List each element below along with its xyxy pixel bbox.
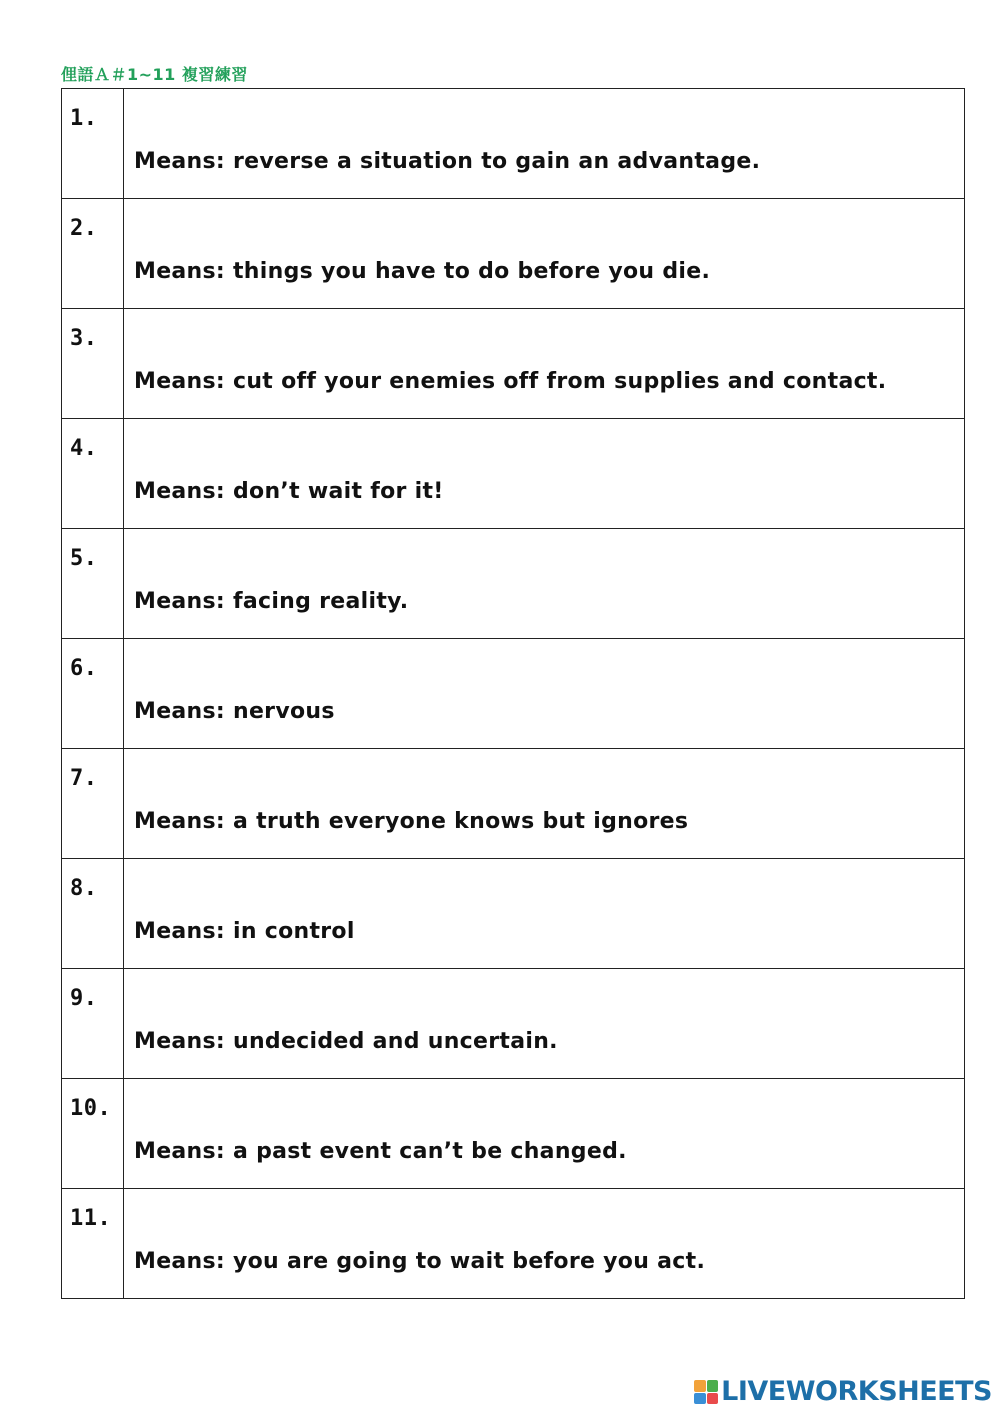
means-label: Means: — [134, 919, 226, 944]
table-row — [62, 639, 965, 749]
brand-footer — [694, 1378, 992, 1406]
item-number-cell — [62, 419, 124, 529]
answer-slot[interactable] — [124, 309, 964, 369]
item-number: 5. — [70, 546, 98, 571]
table-row — [62, 1189, 965, 1299]
item-number-cell — [62, 639, 124, 749]
table-row — [62, 859, 965, 969]
means-label: Means: — [134, 589, 226, 614]
table-row — [62, 309, 965, 419]
page-title: 俚語Ａ＃1~11 複習練習 — [61, 65, 248, 84]
liveworksheets-logo-icon — [694, 1380, 718, 1404]
logo-tile — [707, 1380, 719, 1392]
means-line — [124, 809, 964, 835]
item-number: 11. — [70, 1206, 112, 1231]
means-label: Means: — [134, 149, 226, 174]
means-label: Means: — [134, 369, 226, 394]
answer-slot[interactable] — [124, 1079, 964, 1139]
table-row — [62, 419, 965, 529]
means-line — [124, 369, 964, 395]
meaning-text: you are going to wait before you act. — [232, 1249, 706, 1274]
meaning-text: don’t wait for it! — [232, 479, 444, 504]
meaning-text: reverse a situation to gain an advantage. — [232, 149, 761, 174]
table-row — [62, 199, 965, 309]
item-number: 8. — [70, 876, 98, 901]
meaning-text: facing reality. — [232, 589, 409, 614]
means-line — [124, 699, 964, 725]
item-number-cell — [62, 1079, 124, 1189]
item-number: 1. — [70, 106, 98, 131]
item-content-cell — [124, 199, 965, 309]
table-row — [62, 89, 965, 199]
means-line — [124, 149, 964, 175]
answer-slot[interactable] — [124, 89, 964, 149]
item-number-cell — [62, 859, 124, 969]
item-content-cell — [124, 1079, 965, 1189]
means-line — [124, 589, 964, 615]
item-number-cell — [62, 529, 124, 639]
item-content-cell — [124, 859, 965, 969]
logo-tile — [694, 1380, 706, 1392]
item-number-cell — [62, 89, 124, 199]
answer-slot[interactable] — [124, 199, 964, 259]
answer-slot[interactable] — [124, 639, 964, 699]
answer-slot[interactable] — [124, 969, 964, 1029]
table-row — [62, 969, 965, 1079]
item-number: 3. — [70, 326, 98, 351]
worksheet-table — [61, 88, 965, 1299]
answer-slot[interactable] — [124, 749, 964, 809]
meaning-text: things you have to do before you die. — [232, 259, 711, 284]
means-label: Means: — [134, 1029, 226, 1054]
answer-slot[interactable] — [124, 419, 964, 479]
answer-slot[interactable] — [124, 1189, 964, 1249]
item-content-cell — [124, 89, 965, 199]
meaning-text: nervous — [232, 699, 335, 724]
item-number-cell — [62, 969, 124, 1079]
item-content-cell — [124, 419, 965, 529]
item-content-cell — [124, 309, 965, 419]
means-label: Means: — [134, 1139, 226, 1164]
means-line — [124, 1139, 964, 1165]
means-label: Means: — [134, 1249, 226, 1274]
item-content-cell — [124, 1189, 965, 1299]
table-row — [62, 749, 965, 859]
meaning-text: in control — [232, 919, 355, 944]
brand-wordmark: LIVEWORKSHEETS — [721, 1376, 992, 1407]
item-number-cell — [62, 749, 124, 859]
meaning-text: a past event can’t be changed. — [232, 1139, 627, 1164]
item-number-cell — [62, 309, 124, 419]
item-number-cell — [62, 199, 124, 309]
item-number: 6. — [70, 656, 98, 681]
logo-tile — [694, 1393, 706, 1405]
meaning-text: a truth everyone knows but ignores — [232, 809, 689, 834]
item-number: 4. — [70, 436, 98, 461]
item-number: 9. — [70, 986, 98, 1011]
table-row — [62, 529, 965, 639]
means-line — [124, 479, 964, 505]
means-line — [124, 259, 964, 285]
item-number: 10. — [70, 1096, 112, 1121]
meaning-text: cut off your enemies off from supplies and contact. — [232, 369, 887, 394]
means-line — [124, 1029, 964, 1055]
answer-slot[interactable] — [124, 529, 964, 589]
item-number-cell — [62, 1189, 124, 1299]
logo-tile — [707, 1393, 719, 1405]
item-content-cell — [124, 529, 965, 639]
means-line — [124, 919, 964, 945]
item-content-cell — [124, 639, 965, 749]
table-row — [62, 1079, 965, 1189]
meaning-text: undecided and uncertain. — [232, 1029, 558, 1054]
item-content-cell — [124, 969, 965, 1079]
means-label: Means: — [134, 259, 226, 284]
means-label: Means: — [134, 809, 226, 834]
means-label: Means: — [134, 479, 226, 504]
item-content-cell — [124, 749, 965, 859]
item-number: 2. — [70, 216, 98, 241]
item-number: 7. — [70, 766, 98, 791]
answer-slot[interactable] — [124, 859, 964, 919]
means-line — [124, 1249, 964, 1275]
means-label: Means: — [134, 699, 226, 724]
